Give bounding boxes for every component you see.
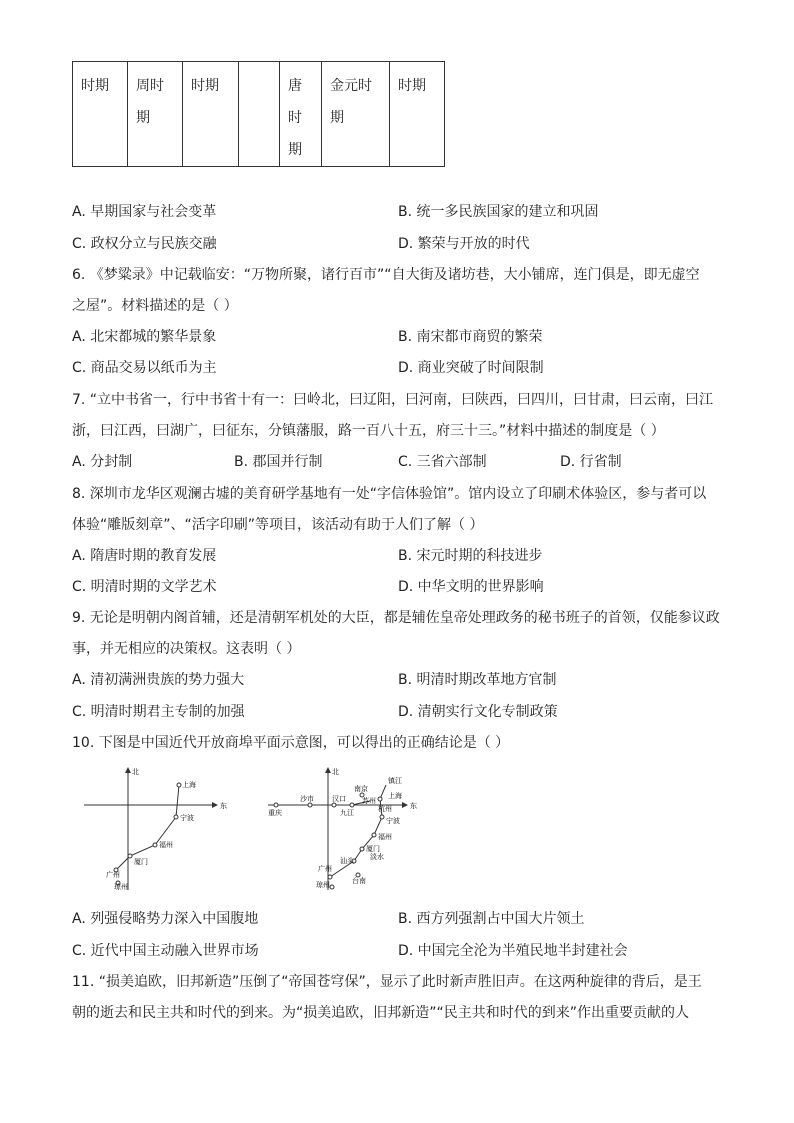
q7-option-d[interactable]: D. 行省制 bbox=[560, 454, 622, 470]
city-dot bbox=[380, 815, 384, 819]
yangtze-route bbox=[276, 801, 370, 805]
arrow-north-icon bbox=[125, 767, 131, 773]
city-label: 厦门 bbox=[134, 858, 148, 866]
city-label: 宁波 bbox=[180, 814, 194, 822]
city-dot bbox=[274, 803, 278, 807]
table-cell bbox=[128, 62, 183, 167]
city-dot bbox=[177, 783, 181, 787]
q8-option-c[interactable]: C. 明清时期的文学艺术 bbox=[72, 579, 217, 595]
q6-option-c[interactable]: C. 商品交易以纸币为主 bbox=[72, 360, 217, 376]
city-label: 广州 bbox=[106, 871, 120, 879]
cell-text: 唐 时 期 bbox=[288, 78, 302, 158]
table-cell bbox=[322, 62, 390, 167]
city-dot bbox=[350, 803, 354, 807]
period-table bbox=[72, 61, 445, 167]
north-label: 北 bbox=[132, 768, 139, 776]
q9-option-d[interactable]: D. 清朝实行文化专制政策 bbox=[398, 704, 558, 720]
q5-option-b[interactable]: B. 统一多民族国家的建立和巩固 bbox=[398, 204, 599, 220]
q11-stem-line2: 朝的逝去和民主共和时代的到来。为“损美追欧，旧邦新造”“民主共和时代的到来”作出重要贡献的人 bbox=[72, 1005, 690, 1021]
table-cell bbox=[280, 62, 322, 167]
arrow-east-icon bbox=[402, 802, 408, 808]
city-label: 广州 bbox=[318, 865, 332, 873]
city-label: 琼州 bbox=[316, 881, 330, 889]
city-label: 汕头 bbox=[340, 857, 354, 865]
city-label: 苏州 bbox=[362, 797, 376, 805]
city-label: 汉口 bbox=[332, 795, 346, 803]
q5-option-c[interactable]: C. 政权分立与民族交融 bbox=[72, 236, 217, 252]
city-label: 重庆 bbox=[268, 809, 282, 817]
q8-option-d[interactable]: D. 中华文明的世界影响 bbox=[398, 579, 544, 595]
table-cell bbox=[73, 62, 128, 167]
q7-stem-line2: 浙，曰江西，曰湖广，曰征东，分镇藩服，路一百八十五，府三十三。”材料中描述的制度是（ ） bbox=[72, 423, 665, 439]
city-dot bbox=[332, 803, 336, 807]
city-label: 上海 bbox=[388, 792, 402, 800]
q6-option-b[interactable]: B. 南宋都市商贸的繁荣 bbox=[398, 329, 543, 345]
q8-stem-line1: 8. 深圳市龙华区观澜古墟的美育研学基地有一处“字信体验馆”。馆内设立了印刷术体验区，参与者可以 bbox=[72, 486, 707, 502]
q10-option-c[interactable]: C. 近代中国主动融入世界市场 bbox=[72, 943, 259, 959]
city-label: 九江 bbox=[340, 809, 354, 817]
east-label: 东 bbox=[220, 802, 227, 810]
q10-option-d[interactable]: D. 中国完全沦为半殖民地半封建社会 bbox=[398, 943, 628, 959]
q6-stem-line2: 之屋”。材料描述的是（ ） bbox=[72, 298, 238, 314]
map-later-ports bbox=[262, 765, 418, 890]
q10-option-b[interactable]: B. 西方列强割占中国大片领土 bbox=[398, 911, 585, 927]
city-dot bbox=[328, 875, 332, 879]
q9-option-c[interactable]: C. 明清时期君主专制的加强 bbox=[72, 704, 245, 720]
table-cell bbox=[390, 62, 445, 167]
east-label: 东 bbox=[410, 802, 417, 810]
city-label: 上海 bbox=[182, 781, 196, 789]
city-label: 镇江 bbox=[388, 777, 402, 785]
q9-stem-line1: 9. 无论是明朝内阁首辅，还是清朝军机处的大臣，都是辅佐皇帝处理政务的秘书班子的首领，仅能参议政 bbox=[72, 610, 720, 626]
city-label: 台南 bbox=[352, 877, 366, 885]
city-dot bbox=[330, 885, 334, 889]
q8-option-a[interactable]: A. 隋唐时期的教育发展 bbox=[72, 548, 217, 564]
q6-stem-line1: 6. 《梦粱录》中记载临安：“万物所聚，诸行百市”“自大街及诸坊巷，大小铺席，连门俱是，即无虚空 bbox=[72, 267, 700, 283]
q10-option-a[interactable]: A. 列强侵略势力深入中国腹地 bbox=[72, 911, 259, 927]
city-label: 南京 bbox=[354, 785, 368, 793]
table-cell bbox=[183, 62, 239, 167]
q5-option-a[interactable]: A. 早期国家与社会变革 bbox=[72, 204, 217, 220]
city-label: 沙市 bbox=[300, 795, 314, 803]
q6-option-d[interactable]: D. 商业突破了时间限制 bbox=[398, 360, 544, 376]
city-label: 淡水 bbox=[370, 853, 384, 861]
city-label: 琼州 bbox=[114, 883, 128, 890]
arrow-north-icon bbox=[325, 767, 331, 773]
city-label: 厦门 bbox=[366, 845, 380, 853]
q9-option-b[interactable]: B. 明清时期改革地方官制 bbox=[398, 672, 557, 688]
q5-option-d[interactable]: D. 繁荣与开放的时代 bbox=[398, 236, 530, 252]
city-label: 福州 bbox=[378, 833, 392, 841]
cell-text: 时期 bbox=[398, 78, 426, 94]
cell-text: 金元时 期 bbox=[330, 78, 372, 126]
q11-stem-line1: 11. “损美追欧，旧邦新造”压倒了“帝国苍穹保”，显示了此时新声胜旧声。在这两种旋律的背后，是王 bbox=[72, 974, 702, 990]
q9-stem-line2: 事，并无相应的决策权。这表明（ ） bbox=[72, 641, 301, 657]
q7-stem-line1: 7. “立中书省一，行中书省十有一：曰岭北，曰辽阳，曰河南，曰陕西，曰四川，曰甘肃，曰云南，曰江 bbox=[72, 392, 714, 408]
map-early-ports bbox=[84, 765, 232, 890]
city-dot bbox=[153, 843, 157, 847]
city-label: 宁波 bbox=[386, 817, 400, 825]
city-label: 杭州 bbox=[378, 805, 392, 813]
city-dot bbox=[360, 847, 364, 851]
arrow-east-icon bbox=[212, 802, 218, 808]
city-dot bbox=[174, 815, 178, 819]
q6-option-a[interactable]: A. 北宋都城的繁华景象 bbox=[72, 329, 217, 345]
q9-option-a[interactable]: A. 清初满洲贵族的势力强大 bbox=[72, 672, 245, 688]
city-label: 福州 bbox=[159, 841, 173, 849]
q10-stem: 10. 下图是中国近代开放商埠平面示意图，可以得出的正确结论是（ ） bbox=[72, 735, 510, 751]
q7-option-b[interactable]: B. 郡国并行制 bbox=[234, 454, 323, 470]
cell-text: 时期 bbox=[81, 78, 109, 94]
city-dot bbox=[308, 803, 312, 807]
q7-option-a[interactable]: A. 分封制 bbox=[72, 454, 133, 470]
q8-stem-line2: 体验“雕版刻章”、“活字印刷”等项目，该活动有助于人们了解（ ） bbox=[72, 517, 484, 533]
q7-option-c[interactable]: C. 三省六部制 bbox=[398, 454, 487, 470]
table-cell bbox=[239, 62, 280, 167]
city-dot bbox=[128, 854, 132, 858]
cell-text: 时期 bbox=[191, 78, 219, 94]
city-dot bbox=[378, 797, 382, 801]
city-dot bbox=[372, 833, 376, 837]
north-label: 北 bbox=[332, 768, 339, 776]
cell-text: 周时 期 bbox=[136, 78, 164, 126]
q8-option-b[interactable]: B. 宋元时期的科技进步 bbox=[398, 548, 543, 564]
